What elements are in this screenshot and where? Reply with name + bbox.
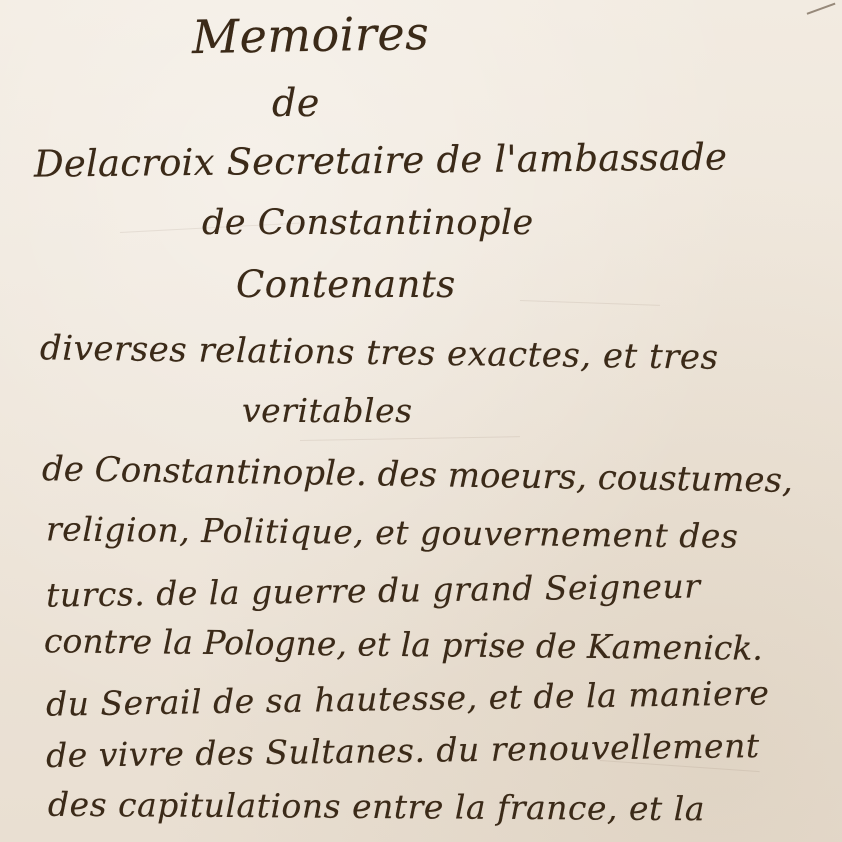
text-line: des capitulations entre la france, et la xyxy=(47,784,706,829)
text-line: du Serail de sa hautesse, et de la maniere xyxy=(45,673,770,724)
text-line: veritables xyxy=(242,391,413,430)
text-line: Contenants xyxy=(236,263,456,306)
text-line: contre la Pologne, et la prise de Kamenick. xyxy=(43,621,764,668)
paper-fiber xyxy=(300,436,520,441)
ink-mark xyxy=(803,0,836,15)
text-line: de vivre des Sultanes. du renouvellement xyxy=(45,726,760,775)
text-line: de xyxy=(272,81,320,125)
text-line: de Constantinople. des moeurs, coustumes, xyxy=(41,449,794,501)
text-line: de Constantinople xyxy=(202,203,534,243)
text-line: religion, Politique, et gouvernement des xyxy=(45,509,739,556)
text-line: Delacroix Secretaire de l'ambassade xyxy=(33,135,728,186)
text-line: diverses relations tres exactes, et tres xyxy=(39,328,719,378)
text-line: turcs. de la guerre du grand Seigneur xyxy=(45,566,701,615)
manuscript-title: Memoires xyxy=(191,5,430,65)
paper-fiber xyxy=(520,300,660,306)
